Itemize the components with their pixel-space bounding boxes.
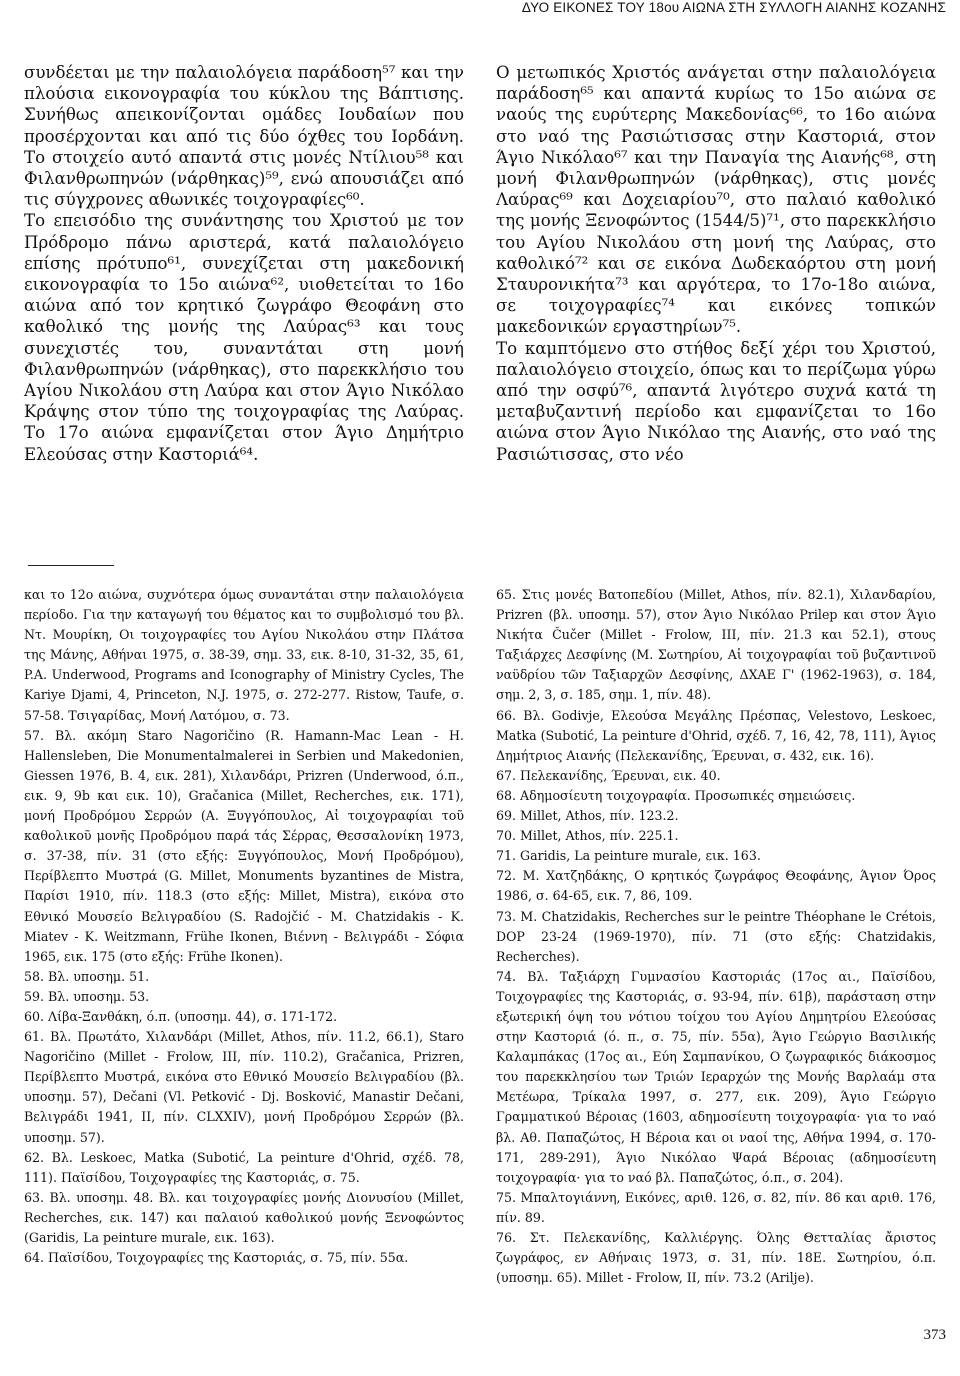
- body-column-left: [24, 62, 464, 465]
- footnotes-column-left: [24, 585, 464, 1268]
- running-header: ΔΥΟ ΕΙΚΟΝΕΣ ΤΟΥ 18ου ΑΙΩΝΑ ΣΤΗ ΣΥΛΛΟΓΗ ΑΙΑΝΗΣ ΚΟΖΑΝΗΣ: [521, 0, 946, 15]
- footnote: 76. Στ. Πελεκανίδης, Καλλιέργης. Όλης Θετταλίας ἄριστος ζωγράφος, εν Αθήναις 1973, σ. 31, πίν. 18Ε. Σωτηρίου, ό.π. (υποσημ. 65). Millet - Frolow, II, πίν. 73.2 (Arilje).: [496, 1230, 936, 1286]
- footnote: και το 12ο αιώνα, συχνότερα όμως συναντάται στην παλαιολόγεια περίοδο. Για την καταγωγή του θέματος και το συμβολισμό του βλ. Ντ. Μουρίκη, Οι τοιχογραφίες του Αγίου Νικολάου στην Πλάτσα της Μάνης, Αθήναι 1975, σ. 38-39, σημ. 33, εικ. 8-10, 31-32, 35, 61, P.A. Underwood, Programs and Iconography of Ministry Cycles, The Kariye Djami, 4, Princeton, N.J. 1975, σ. 272-277. Ristow, Taufe, σ. 57-58. Τσιγαρίδας, Μονή Λατόμου, σ. 73.: [24, 587, 464, 723]
- footnote-divider: [28, 565, 114, 566]
- footnote: 68. Αδημοσίευτη τοιχογραφία. Προσωπικές σημειώσεις.: [496, 787, 856, 803]
- footnote: 65. Στις μονές Βατοπεδίου (Millet, Athos, πίν. 82.1), Χιλανδαρίου, Prizren (βλ. υποσημ. 57), στον Άγιο Νικόλαο Prilep και στον Άγιο Νικήτα Čučer (Millet - Frolow, III, πίν. 21.3 και 52.1), στους Ταξιάρχες Δεσφίνης (Μ. Σωτηρίου, Αἱ τοιχογραφίαι τοῦ βυζαντινοῦ ναϋδρίου τῶν Ταξιαρχῶν Δεσφίνης, ΔΧΑΕ Γ' (1962-1963), σ. 184, σημ. 2, 3, σ. 185, σημ. 1, πίν. 48).: [496, 587, 936, 703]
- body-column-right: [496, 62, 936, 465]
- footnote: 60. Λίβα-Ξανθάκη, ό.π. (υποσημ. 44), σ. 171-172.: [24, 1008, 338, 1024]
- footnote: 70. Millet, Athos, πίν. 225.1.: [496, 828, 679, 844]
- footnote: 74. Βλ. Ταξιάρχη Γυμνασίου Καστοριάς (17ος αι., Παϊσίδου, Τοιχογραφίες της Καστοριάς, σ. 93-94, πίν. 61β), παράσταση στην εξωτερική όψη του νότιου τοίχου του Αγίου Δημητρίου Ελεούσας στην Καστοριά (ό. π., σ. 75, πίν. 55α), Άγιο Γεώργιο Βασιλικής Καλαμπάκας (17ος αι., Εύη Σαμπανίκου, Ο ζωγραφικός διάκοσμος του παρεκκλησίου των Τριών Ιεραρχών της Μονής Βαρλαάμ στα Μετέωρα, Τρίκαλα 1997, σ. 277, εικ. 209), Άγιο Γεώργιο Γραμματικού Βέροιας (1603, αδημοσίευτη τοιχογραφία· για το ναό βλ. Αθ. Παπαζώτος, Η Βέροια και οι ναοί της, Αθήνα 1994, σ. 170-171, 289-291), Άγιο Νικόλαο Ψαρά Βέροιας (αδημοσίευτη τοιχογραφία· για το ναό βλ. Παπαζώτος, ό.π., σ. 204).: [496, 968, 936, 1185]
- body-paragraph: Το επεισόδιο της συνάντησης του Χριστού με τον Πρόδρομο πάνω αριστερά, κατά παλαιολόγειο επίσης πρότυπο⁶¹, συνεχίζεται στη μακεδονική εικονογραφία το 15ο αιώνα⁶², υιοθετείται το 16ο αιώνα από τον κρητικό ζωγράφο Θεοφάνη στο καθολικό της μονής της Λαύρας⁶³ και τους συνεχιστές του, συναντάται στη μονή Φιλανθρωπηνών (νάρθηκας), στο παρεκκλήσιο του Αγίου Νικολάου στη Λαύρα και στον Άγιο Νικόλαο Κράψης στον τύπο της τοιχογραφίας της Λαύρας. Το 17ο αιώνα εμφανίζεται στον Άγιο Δημήτριο Ελεούσας στην Καστοριά⁶⁴.: [24, 211, 464, 464]
- footnote: 62. Βλ. Leskoec, Matka (Subotić, La peinture d'Ohrid, σχέδ. 78, 111). Παϊσίδου, Τοιχογραφίες της Καστοριάς, σ. 75.: [24, 1149, 464, 1185]
- body-paragraph: Ο μετωπικός Χριστός ανάγεται στην παλαιολόγεια παράδοση⁶⁵ και απαντά κυρίως το 15ο αιώνα σε ναούς της ευρύτερης Μακεδονίας⁶⁶, το 16ο αιώνα στο ναό της Ρασιώτισσας στην Καστοριά, στον Άγιο Νικόλαο⁶⁷ και την Παναγία της Αιανής⁶⁸, στη μονή Φιλανθρωπηνών (νάρθηκας), στις μονές Λαύρας⁶⁹ και Δοχειαρίου⁷⁰, στο παλαιό καθολικό της μονής Ξενοφώντος (1544/5)⁷¹, στο παρεκκλήσιο του Αγίου Νικολάου στη μονή της Λαύρας, στο καθολικό⁷² και σε εικόνα Δωδεκαόρτου στη μονή Σταυρονικήτα⁷³ και αργότερα, το 17ο-18ο αιώνα, σε τοιχογραφίες⁷⁴ και εικόνες τοπικών μακεδονικών εργαστηρίων⁷⁵.: [496, 63, 936, 337]
- body-paragraph: Το καμπτόμενο στο στήθος δεξί χέρι του Χριστού, παλαιολόγειο στοιχείο, όπως και το περίζωμα γύρω από την οσφύ⁷⁶, απαντά λιγότερο συχνά κατά τη μεταβυζαντινή περίοδο και εμφανίζεται το 16ο αιώνα στον Άγιο Νικόλαο της Αιανής, στο ναό της Ρασιώτισσας, στο νέο: [496, 338, 936, 464]
- footnote: 59. Βλ. υποσημ. 53.: [24, 988, 150, 1004]
- footnote: 61. Βλ. Πρωτάτο, Χιλανδάρι (Millet, Athos, πίν. 11.2, 66.1), Staro Nagoričino (Millet - Frolow, III, πίν. 110.2), Gračanica, Prizren, Περίβλεπτο Μυστρά, εικόνα στο Εθνικό Μουσείο Βελιγραδίου (βλ. υποσημ. 57), Dečani (Vl. Petković - Dj. Bosković, Manastir Dečani, Βελιγράδι 1941, II, πίν. CLXXIV), μονή Προδρόμου Σερρών (βλ. υποσημ. 57).: [24, 1029, 464, 1145]
- footnote: 66. Βλ. Godivje, Ελεούσα Μεγάλης Πρέσπας, Velestovo, Leskoec, Matka (Subotić, La peinture d'Ohrid, σχέδ. 7, 16, 42, 78, 111), Άγιος Δημήτριος Αιανής (Πελεκανίδης, Έρευναι, σ. 432, εικ. 16).: [496, 707, 936, 763]
- footnote: 64. Παϊσίδου, Τοιχογραφίες της Καστοριάς, σ. 75, πίν. 55α.: [24, 1250, 409, 1266]
- footnote: 57. Βλ. ακόμη Staro Nagoričino (R. Hamann-Mac Lean - H. Hallensleben, Die Monumentalmalerei in Serbien und Makedonien, Giessen 1976, Β. 4, εικ. 281), Χιλανδάρι, Prizren (Underwood, ό.π., εικ. 9, 9b και εικ. 10), Gračanica (Millet, Recherches, εικ. 171), μονή Προδρόμου Σερρών (Α. Ξυγγόπουλος, Αἱ τοιχογραφίαι τοῦ καθολικοῦ μονῆς Προδρόμου παρά τάς Σέρρας, Θεσσαλονίκη 1973, σ. 37-38, πίν. 31 (στο εξής: Ξυγγόπουλος, Μονή Προδρόμου), Περίβλεπτο Μυστρά (G. Millet, Monuments byzantines de Mistra, Παρίσι 1910, πίν. 118.3 (στο εξής: Millet, Mistra), εικόνα στο Εθνικό Μουσείο Βελιγραδίου (S. Radojčić - M. Chatzidakis - K. Miatev - K. Weitzmann, Frühe Ikonen, Βιέννη - Βελιγράδι - Σόφια 1965, εικ. 175 (στο εξής: Frühe Ikonen).: [24, 727, 464, 964]
- footnote: 69. Millet, Athos, πίν. 123.2.: [496, 808, 679, 824]
- footnote: 58. Βλ. υποσημ. 51.: [24, 968, 150, 984]
- footnote: 72. Μ. Χατζηδάκης, Ο κρητικός ζωγράφος Θεοφάνης, Άγιον Όρος 1986, σ. 64-65, εικ. 7, 86, 109.: [496, 868, 936, 904]
- footnote: 67. Πελεκανίδης, Έρευναι, εικ. 40.: [496, 767, 721, 783]
- page-number: 373: [923, 1327, 946, 1343]
- body-paragraph: συνδέεται με την παλαιολόγεια παράδοση⁵⁷ και την πλούσια εικονογραφία του κύκλου της Βάπτισης. Συνήθως απεικονίζονται ομάδες Ιουδαίων που προσέρχονται και από τις δύο όχθες του Ιορδάνη. Το στοιχείο αυτό απαντά στις μονές Ντίλιου⁵⁸ και Φιλανθρωπηνών (νάρθηκας)⁵⁹, ενώ απουσιάζει από τις σύγχρονες αθωνικές τοιχογραφίες⁶⁰.: [24, 63, 464, 210]
- footnote: 73. M. Chatzidakis, Recherches sur le peintre Théophane le Crétois, DOP 23-24 (1969-1970), πίν. 71 (στο εξής: Chatzidakis, Recherches).: [496, 908, 936, 964]
- footnotes-column-right: [496, 585, 936, 1288]
- footnote: 71. Garidis, La peinture murale, εικ. 163.: [496, 848, 761, 864]
- footnote: 75. Μπαλτογιάννη, Εικόνες, αριθ. 126, σ. 82, πίν. 86 και αριθ. 176, πίν. 89.: [496, 1189, 936, 1225]
- footnote: 63. Βλ. υποσημ. 48. Βλ. και τοιχογραφίες μονής Διονυσίου (Millet, Recherches, εικ. 147) και παλαιού καθολικού μονής Ξενοφώντος (Garidis, La peinture murale, εικ. 163).: [24, 1189, 464, 1245]
